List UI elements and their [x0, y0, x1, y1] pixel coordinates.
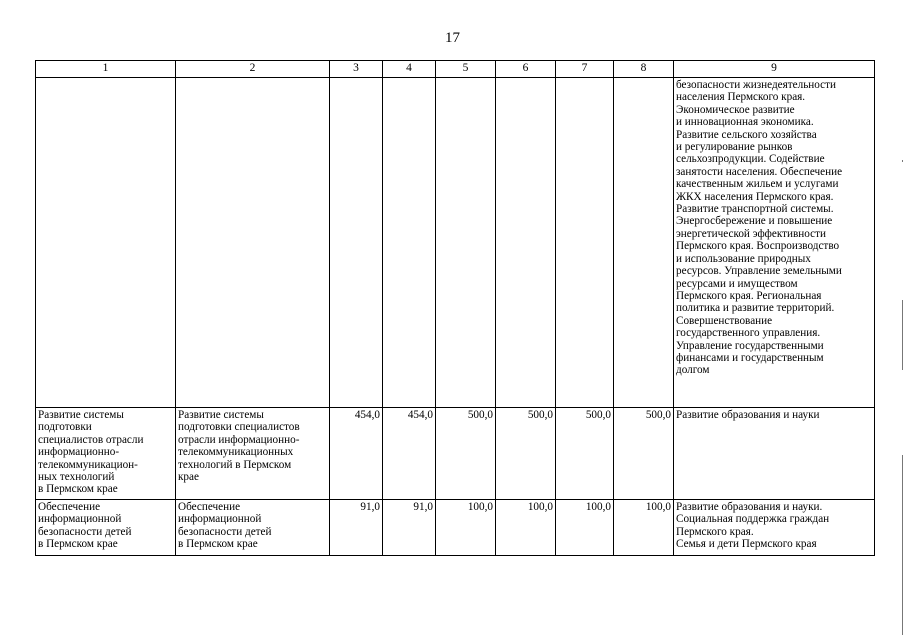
value-cell	[556, 78, 614, 408]
header-cell: 9	[674, 61, 875, 78]
header-cell: 4	[383, 61, 436, 78]
program-table	[35, 60, 875, 556]
event-name-cell: Обеспечение информационной безопасности детей в Пермском крае	[36, 500, 176, 556]
value-cell: 454,0	[383, 408, 436, 500]
header-cell: 6	[496, 61, 556, 78]
scan-edge-mark	[902, 160, 903, 162]
header-cell: 2	[176, 61, 330, 78]
value-cell: 500,0	[556, 408, 614, 500]
value-cell	[614, 78, 674, 408]
header-cell: 1	[36, 61, 176, 78]
header-cell: 7	[556, 61, 614, 78]
page-number: 17	[445, 30, 460, 46]
table-row	[36, 78, 875, 408]
value-cell: 454,0	[330, 408, 383, 500]
value-cell: 100,0	[556, 500, 614, 556]
event-name-cell: Развитие системы подготовки специалистов отрасли информационно- телекоммуникацион- ных технологий в Пермском крае	[36, 408, 176, 500]
program-name-cell: Обеспечение информационной безопасности детей в Пермском крае	[176, 500, 330, 556]
value-cell: 100,0	[496, 500, 556, 556]
state-program-cell: безопасности жизнедеятельности населения Пермского края. Экономическое развитие и инновационная экономика. Развитие сельского хозяйства и регулирование рынков сельхозпродукции. Содействие занятости населения. Обеспечение качественным жильем и услугами ЖКХ населения Пермского края. Развитие транспортной системы. Энергосбережение и повышение энергетической эффективности Пермского края. Воспроизводство и использование природных ресурсов. Управление земельными ресурсами и имуществом Пермского края. Региональная политика и развитие территорий. Совершенствование государственного управления. Управление государственными финансами и государственным долгом	[674, 78, 875, 408]
value-cell	[496, 78, 556, 408]
header-row	[36, 61, 875, 78]
value-cell: 500,0	[496, 408, 556, 500]
header-cell: 5	[436, 61, 496, 78]
header-cell: 3	[330, 61, 383, 78]
program-name-cell	[176, 78, 330, 408]
scan-edge-mark	[902, 300, 903, 370]
value-cell: 500,0	[436, 408, 496, 500]
table-row	[36, 408, 875, 500]
event-name-cell	[36, 78, 176, 408]
state-program-cell: Развитие образования и науки	[674, 408, 875, 500]
value-cell: 91,0	[330, 500, 383, 556]
value-cell	[383, 78, 436, 408]
value-cell: 500,0	[614, 408, 674, 500]
value-cell	[330, 78, 383, 408]
header-cell: 8	[614, 61, 674, 78]
scan-edge-mark	[902, 455, 903, 635]
value-cell	[436, 78, 496, 408]
value-cell: 91,0	[383, 500, 436, 556]
value-cell: 100,0	[436, 500, 496, 556]
value-cell: 100,0	[614, 500, 674, 556]
table-row	[36, 500, 875, 556]
program-name-cell: Развитие системы подготовки специалистов отрасли информационно- телекоммуникационных технологий в Пермском крае	[176, 408, 330, 500]
state-program-cell: Развитие образования и науки. Социальная поддержка граждан Пермского края. Семья и дети Пермского края	[674, 500, 875, 556]
